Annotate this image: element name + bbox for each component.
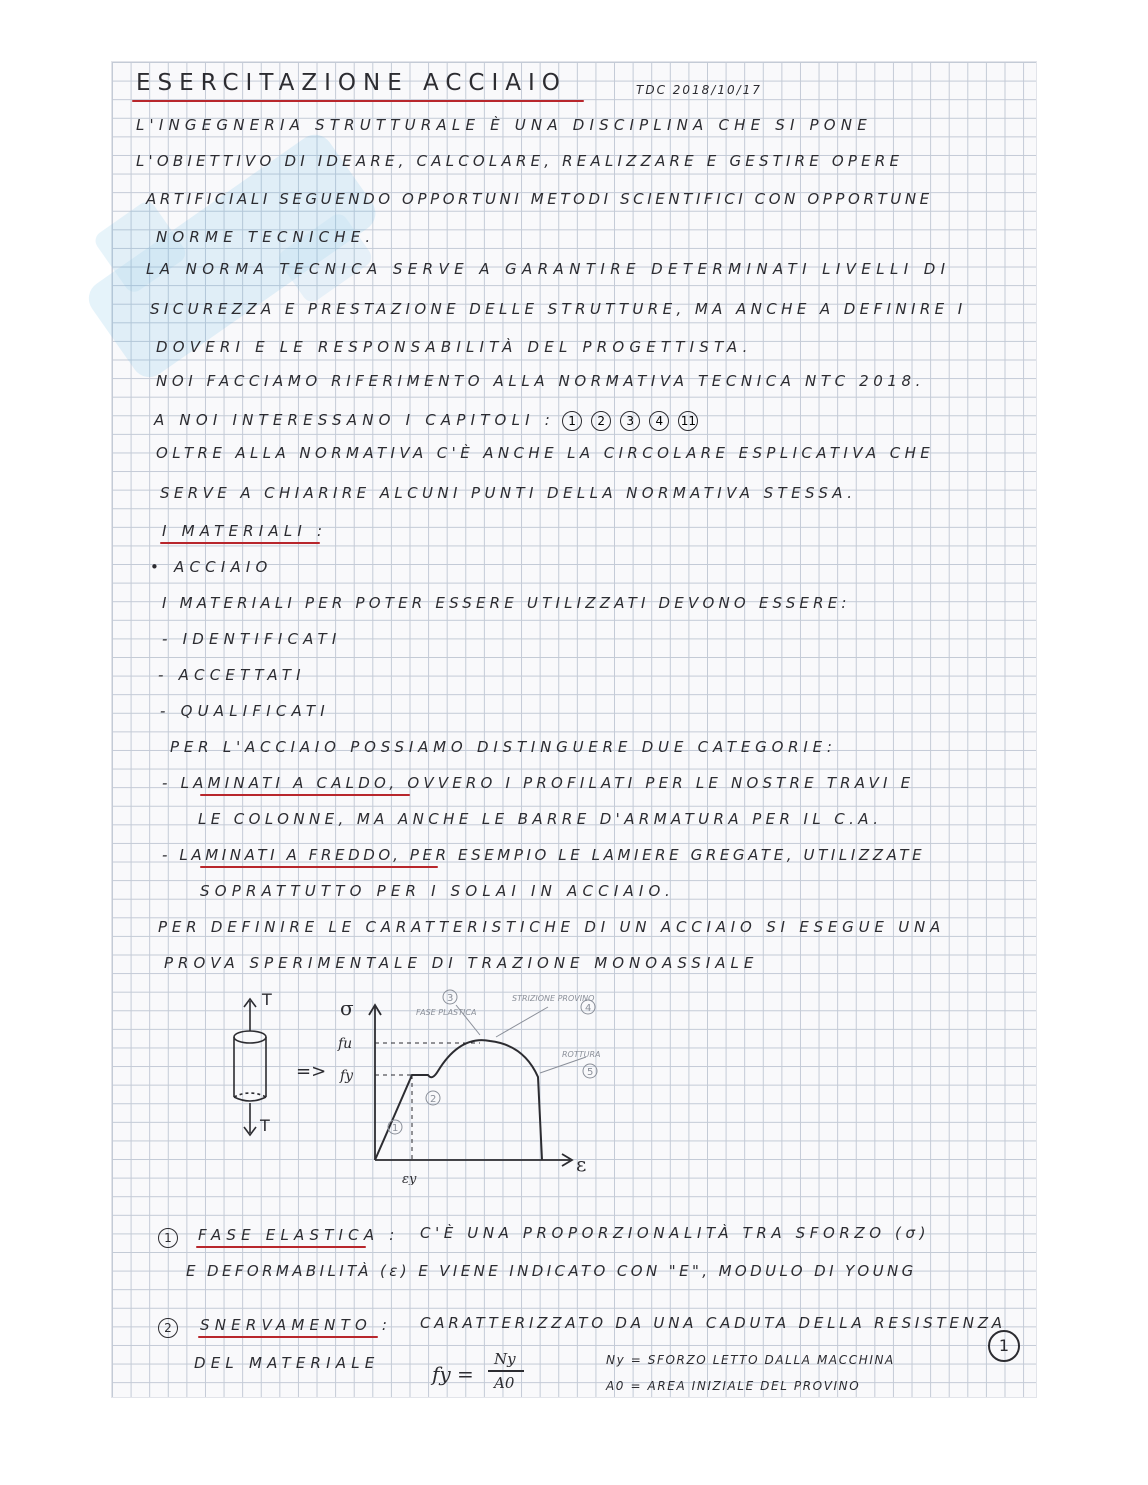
note-1-title: FASE ELASTICA : xyxy=(198,1226,400,1244)
phase-4-number: 4 xyxy=(585,1003,592,1014)
text-line-24: PROVA SPERIMENTALE DI TRAZIONE MONOASSIALE xyxy=(164,954,759,972)
text-line-6: SICUREZZA E PRESTAZIONE DELLE STRUTTURE, MA ANCHE A DEFINIRE I xyxy=(150,300,967,318)
fy-label: fy xyxy=(340,1068,354,1084)
stress-strain-curve xyxy=(375,1040,542,1160)
laminati-caldo-underline xyxy=(200,794,410,796)
note-2-title: SNERVAMENTO : xyxy=(200,1316,393,1334)
text-line-3: ARTIFICIALI SEGUENDO OPPORTUNI METODI SCIENTIFICI CON OPPORTUNE xyxy=(146,190,933,208)
formula-numerator: Ny xyxy=(494,1350,516,1368)
note-2-text-2: DEL MATERIALE xyxy=(194,1354,380,1372)
tension-bottom-label: T xyxy=(260,1116,270,1135)
list-item-accettati: - ACCETTATI xyxy=(158,666,306,684)
stress-strain-diagram xyxy=(200,985,660,1185)
phase-2-number: 2 xyxy=(430,1094,437,1105)
chapter-2: 2 xyxy=(591,411,611,431)
bullet-acciaio: • ACCIAIO xyxy=(150,558,273,576)
text-line-5: LA NORMA TECNICA SERVE A GARANTIRE DETERMINATI LIVELLI DI xyxy=(146,260,951,278)
formula-denominator: A0 xyxy=(494,1374,515,1392)
phase-plastica-label: FASE PLASTICA xyxy=(416,1008,477,1017)
implies-arrow: => xyxy=(296,1061,327,1082)
laminati-freddo-underline xyxy=(200,866,438,868)
text-line-7: DOVERI E LE RESPONSABILITÀ DEL PROGETTISTA. xyxy=(156,338,753,356)
text-line-11: SERVE A CHIARIRE ALCUNI PUNTI DELLA NORMATIVA STESSA. xyxy=(160,484,857,502)
strizione-label: STRIZIONE PROVINO xyxy=(512,994,595,1003)
page-title: ESERCITAZIONE ACCIAIO xyxy=(136,70,567,96)
note-2-underline xyxy=(198,1336,378,1338)
note-1-text-2: E DEFORMABILITÀ (ε) E VIENE INDICATO CON "E", MODULO DI YOUNG xyxy=(186,1262,917,1280)
epsy-label: εy xyxy=(402,1172,417,1185)
tension-arrows xyxy=(244,999,256,1135)
note-2-circle: 2 xyxy=(158,1318,178,1338)
text-line-2: L'OBIETTIVO DI IDEARE, CALCOLARE, REALIZZARE E GESTIRE OPERE xyxy=(136,152,904,170)
specimen-cylinder xyxy=(234,1031,266,1101)
text-line-8: NOI FACCIAMO RIFERIMENTO ALLA NORMATIVA TECNICA NTC 2018. xyxy=(156,372,926,390)
note-1-number xyxy=(156,1228,180,1248)
sigma-label: σ xyxy=(340,996,354,1020)
chapters-line xyxy=(154,410,700,431)
page-number: 1 xyxy=(988,1330,1020,1362)
text-line-23: PER DEFINIRE LE CARATTERISTICHE DI UN ACCIAIO SI ESEGUE UNA xyxy=(158,918,946,936)
text-line-20: LE COLONNE, MA ANCHE LE BARRE D'ARMATURA PER IL C.A. xyxy=(198,810,883,828)
note-2-number xyxy=(156,1318,180,1338)
materiali-underline xyxy=(160,542,320,544)
note-1-circle: 1 xyxy=(158,1228,178,1248)
chapter-1: 1 xyxy=(562,411,582,431)
formula-lhs: fy = xyxy=(432,1362,474,1386)
text-line-4: NORME TECNICHE. xyxy=(156,228,376,246)
epsilon-label: ε xyxy=(576,1152,587,1176)
text-line-1: L'INGEGNERIA STRUTTURALE È UNA DISCIPLINA CHE SI PONE xyxy=(136,116,872,134)
rottura-label: ROTTURA xyxy=(562,1050,601,1059)
text-line-22: SOPRATTUTTO PER I SOLAI IN ACCIAIO. xyxy=(200,882,675,900)
chapter-4: 4 xyxy=(649,411,669,431)
chapter-11: 11 xyxy=(678,411,698,431)
ny-definition: Ny = SFORZO LETTO DALLA MACCHINA xyxy=(606,1353,895,1367)
chapter-3: 3 xyxy=(620,411,640,431)
text-line-9: A NOI INTERESSANO I CAPITOLI : xyxy=(154,411,555,429)
page-date: TDC 2018/10/17 xyxy=(636,83,762,97)
note-2-text: CARATTERIZZATO DA UNA CADUTA DELLA RESISTENZA xyxy=(420,1314,1006,1332)
phase-3-number: 3 xyxy=(447,993,454,1004)
formula-fraction-bar xyxy=(488,1370,524,1372)
text-line-19: - LAMINATI A CALDO, OVVERO I PROFILATI PER LE NOSTRE TRAVI E xyxy=(162,774,915,792)
phase-1-number: 1 xyxy=(392,1123,399,1134)
text-line-10: OLTRE ALLA NORMATIVA C'È ANCHE LA CIRCOLARE ESPLICATIVA CHE xyxy=(156,444,935,462)
section-heading-materiali: I MATERIALI : xyxy=(162,522,328,540)
list-item-identificati: - IDENTIFICATI xyxy=(162,630,342,648)
text-line-14: I MATERIALI PER POTER ESSERE UTILIZZATI DEVONO ESSERE: xyxy=(162,594,851,612)
text-line-21: - LAMINATI A FREDDO, PER ESEMPIO LE LAMIERE GREGATE, UTILIZZATE xyxy=(162,846,926,864)
tension-top-label: T xyxy=(262,990,272,1009)
text-line-18: PER L'ACCIAIO POSSIAMO DISTINGUERE DUE CATEGORIE: xyxy=(170,738,837,756)
title-underline xyxy=(132,100,584,102)
list-item-qualificati: - QUALIFICATI xyxy=(160,702,330,720)
note-1-underline xyxy=(196,1246,366,1248)
fu-label: fu xyxy=(338,1036,353,1052)
phase-5-number: 5 xyxy=(587,1067,594,1078)
a0-definition: A0 = AREA INIZIALE DEL PROVINO xyxy=(606,1379,861,1393)
note-1-text: C'È UNA PROPORZIONALITÀ TRA SFORZO (σ) xyxy=(420,1224,931,1242)
